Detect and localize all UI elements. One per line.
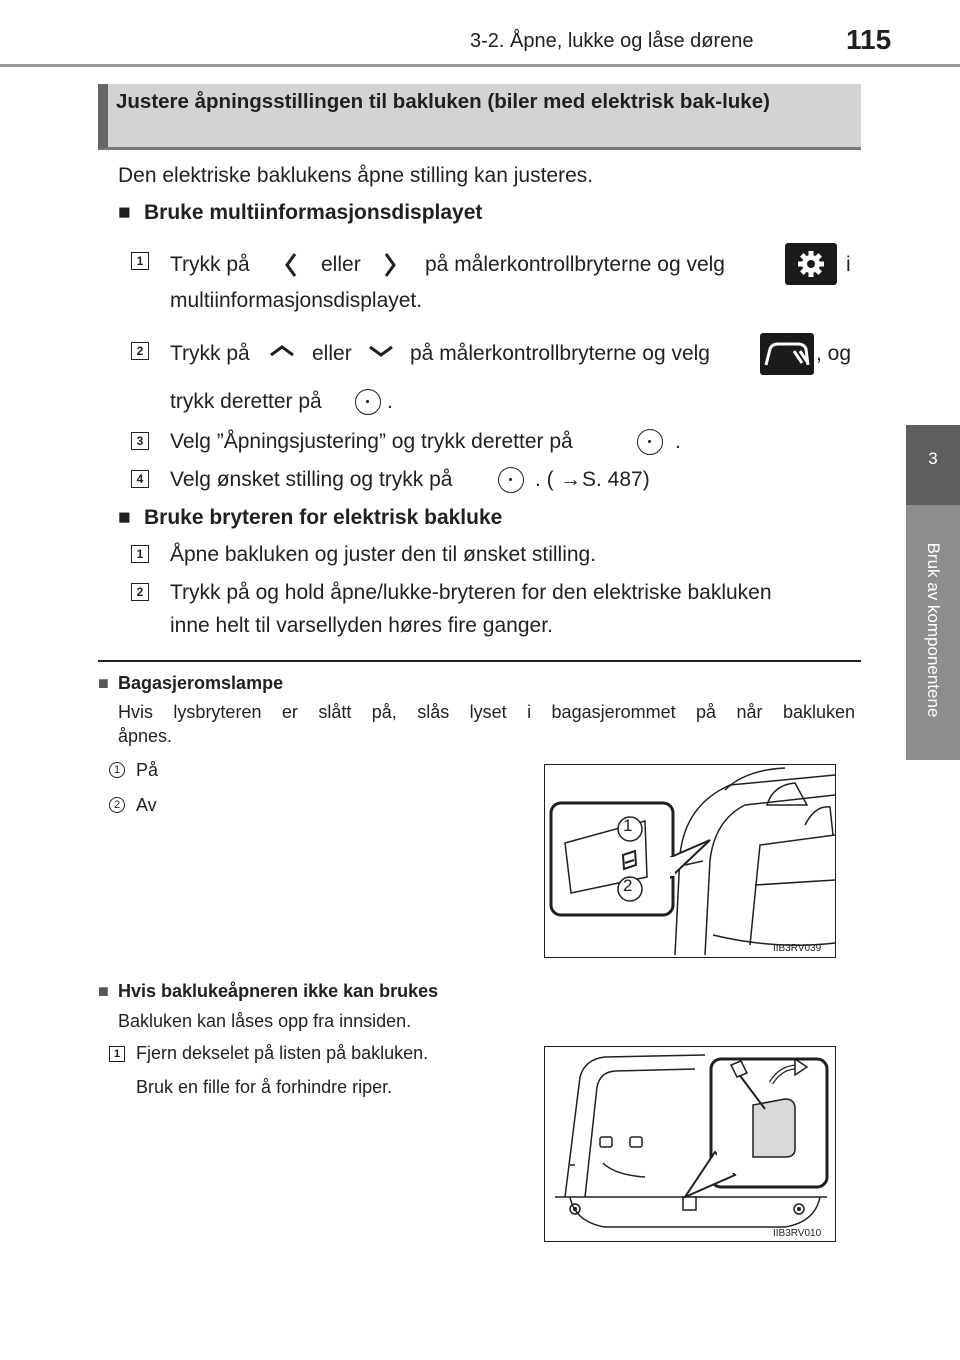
step-text: Trykk på og hold åpne/lukke-bryteren for den elektriske bakluken <box>170 581 772 604</box>
figure-code: IIB3RV010 <box>773 1228 822 1239</box>
step-text: . <box>675 430 681 453</box>
step-number: 1 <box>131 545 149 563</box>
vehicle-tailgate-icon <box>760 333 814 375</box>
step-number: 1 <box>131 252 149 270</box>
note-title: Bagasjeromslampe <box>118 673 284 693</box>
step-text: Trykk på <box>170 342 250 365</box>
chevron-down-icon <box>367 343 395 359</box>
step-text: trykk deretter på <box>170 390 322 413</box>
step-text: . ( <box>535 468 554 491</box>
note-marker: ■ <box>98 981 109 1001</box>
note-text: Hvis lysbryteren er slått på, slås lyset i bagasjerommet på når bakluken <box>118 702 855 722</box>
step-text: Velg ”Åpningsjustering” og trykk deretter på <box>170 430 573 453</box>
chevron-right-icon <box>382 251 398 279</box>
figure-callout-1: 1 <box>623 816 633 835</box>
callout-label: På <box>136 760 159 780</box>
ok-button-icon <box>637 429 663 455</box>
figure-code: IIB3RV039 <box>773 943 822 954</box>
ok-button-icon <box>498 467 524 493</box>
settings-gear-icon <box>785 243 837 285</box>
figure-luggage-lamp-switch <box>544 764 836 958</box>
tip-text: Bruk en fille for å forhindre riper. <box>136 1077 393 1097</box>
step-text: , og <box>816 342 852 365</box>
chapter-number: 3 <box>928 449 938 468</box>
header-rule <box>0 64 960 67</box>
step-text: eller <box>312 342 352 365</box>
chevron-up-icon <box>268 343 296 359</box>
step-text: multiinformasjonsdisplayet. <box>170 289 423 312</box>
subheading-title: Bruke bryteren for elektrisk bakluke <box>144 506 503 529</box>
section-divider <box>98 660 861 662</box>
step-text: i <box>846 253 851 276</box>
arrow-symbol: → <box>560 468 581 491</box>
step-text: eller <box>321 253 361 276</box>
callout-number: 2 <box>109 797 125 813</box>
step-text: Trykk på <box>170 253 250 276</box>
note-text: Bakluken kan låses opp fra innsiden. <box>118 1011 412 1031</box>
step-number: 2 <box>131 342 149 360</box>
step-text: på målerkontrollbryterne og velg <box>425 253 725 276</box>
callout-number: 1 <box>109 762 125 778</box>
figure-callout-2: 2 <box>623 876 633 895</box>
subheading-marker: ■ <box>118 201 131 224</box>
page-number: 115 <box>846 24 892 55</box>
figure-tailgate-cover <box>544 1046 836 1242</box>
running-header-title: 3-2. Åpne, lukke og låse dørene <box>470 30 754 52</box>
step-text: Åpne bakluken og juster den til ønsket stilling. <box>170 543 597 566</box>
step-number: 3 <box>131 432 149 450</box>
step-text: Velg ønsket stilling og trykk på <box>170 468 453 491</box>
step-text: inne helt til varsellyden høres fire ganger. <box>170 614 553 637</box>
chevron-left-icon <box>283 251 299 279</box>
step-number: 2 <box>131 583 149 601</box>
chapter-title: Bruk av komponentene <box>924 542 943 718</box>
step-number: 4 <box>131 470 149 488</box>
step-text: på målerkontrollbryterne og velg <box>410 342 710 365</box>
note-title: Hvis baklukeåpneren ikke kan brukes <box>118 981 439 1001</box>
step-number: 1 <box>109 1046 125 1062</box>
step-text: Fjern dekselet på listen på bakluken. <box>136 1043 429 1063</box>
step-text: . <box>387 390 393 413</box>
note-text: åpnes. <box>118 726 173 746</box>
section-intro: Den elektriske baklukens åpne stilling kan justeres. <box>118 164 594 187</box>
subheading-marker: ■ <box>118 506 131 529</box>
ok-button-icon <box>355 389 381 415</box>
subheading-title: Bruke multiinformasjonsdisplayet <box>144 201 483 224</box>
page-reference[interactable]: S. 487) <box>582 468 650 491</box>
callout-label: Av <box>136 795 157 815</box>
section-title: Justere åpningsstillingen til bakluken (biler med elektrisk bak-luke) <box>116 90 770 113</box>
note-marker: ■ <box>98 673 109 693</box>
